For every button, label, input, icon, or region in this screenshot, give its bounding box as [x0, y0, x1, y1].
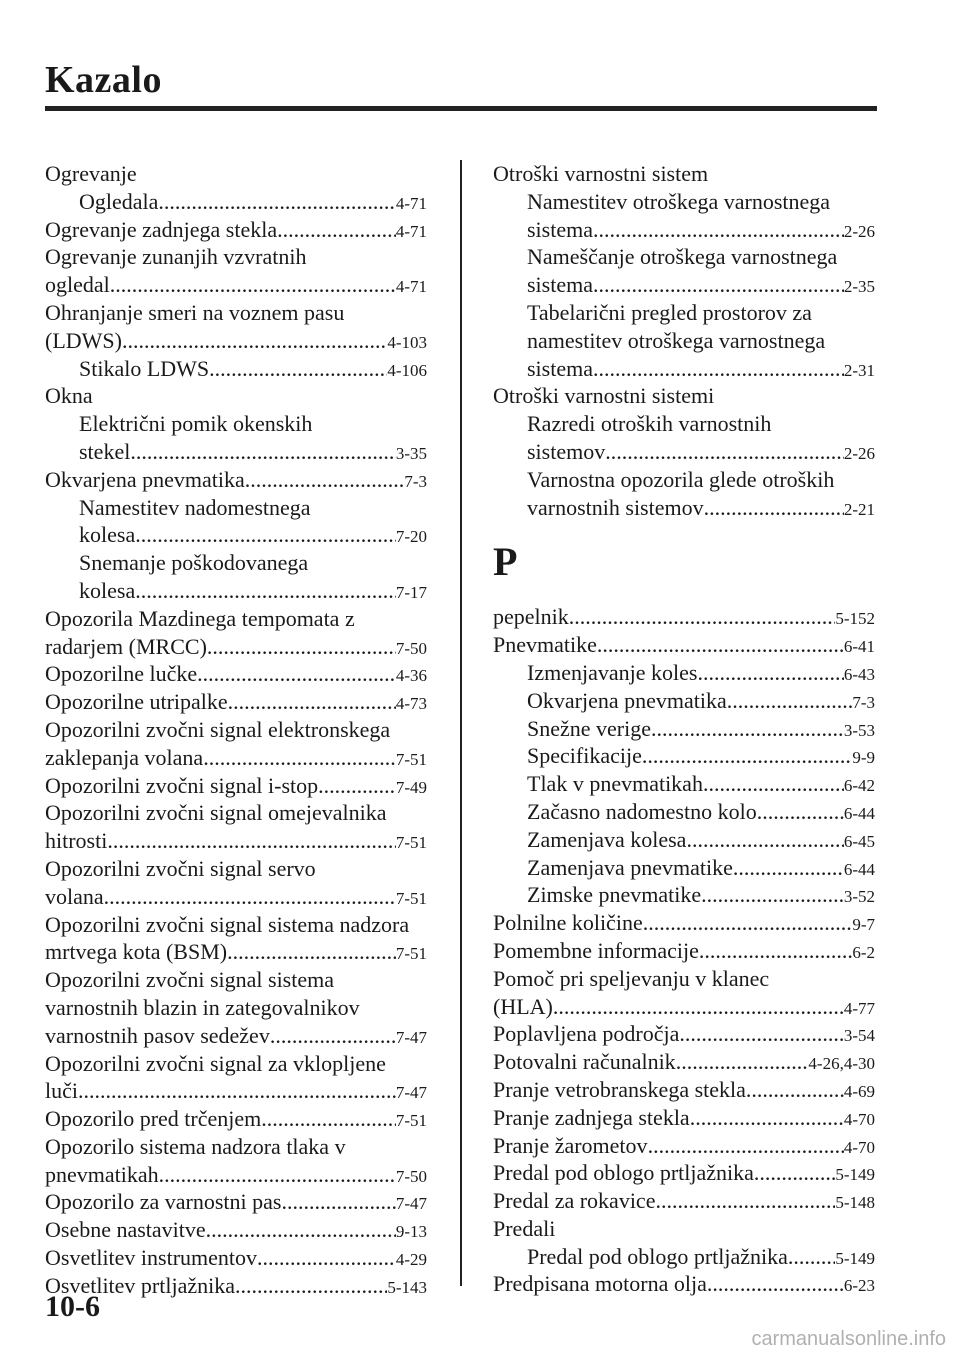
dot-leader [733, 854, 844, 882]
index-entry [45, 271, 427, 299]
index-entry [45, 1133, 427, 1161]
index-entry [45, 827, 427, 855]
entry-text: Opozorilni zvočni signal sistema nadzora [45, 911, 410, 937]
page-reference: 4-73 [395, 694, 427, 714]
page-reference: 9-13 [395, 1222, 427, 1242]
dot-leader [203, 744, 396, 772]
dot-leader [257, 1244, 396, 1272]
entry-text: Pranje vetrobranskega stekla [493, 1076, 746, 1102]
entry-text: pepelnik [493, 604, 569, 630]
page-reference: 2-31 [843, 360, 875, 380]
index-entry [493, 1104, 875, 1132]
entry-text: Pomoč pri speljevanju v klanec [493, 965, 770, 991]
index-subentry [45, 188, 427, 216]
index-subentry [45, 521, 427, 549]
index-entry [45, 911, 427, 939]
dot-leader [135, 577, 396, 605]
entry-text: Namestitev nadomestnega [79, 494, 311, 520]
index-entry [45, 327, 427, 355]
index-entry [45, 1216, 427, 1244]
index-entry [45, 466, 427, 494]
dot-leader [605, 438, 844, 466]
entry-text: Predal pod oblogo prtljažnika [493, 1160, 754, 1186]
page-reference: 9-9 [852, 748, 875, 768]
page-reference: 5-149 [835, 1248, 875, 1268]
dot-leader [227, 938, 396, 966]
entry-text: Opozorila Mazdinega tempomata z [45, 605, 355, 631]
entry-text: varnostnih pasov sedežev [45, 1022, 270, 1048]
index-subentry [493, 659, 875, 687]
page-reference: 7-47 [395, 1083, 427, 1103]
dot-leader [122, 327, 387, 355]
index-entry [45, 1105, 427, 1133]
page-reference: 7-20 [395, 527, 427, 547]
index-entry [45, 688, 427, 716]
entry-text: Opozorilni zvočni signal i-stop [45, 772, 319, 798]
page-reference: 3-54 [843, 1026, 875, 1046]
entry-text: Osebne nastavitve [45, 1217, 206, 1243]
page-reference: 7-3 [404, 471, 427, 491]
entry-text: Začasno nadomestno kolo [527, 798, 757, 824]
entry-text: Opozorilo pred trčenjem [45, 1106, 262, 1132]
index-entry [493, 1187, 875, 1215]
index-entry [45, 855, 427, 883]
index-subentry [493, 687, 875, 715]
index-entry [45, 1050, 427, 1078]
dot-leader [690, 1104, 844, 1132]
entry-text: Zimske pnevmatike [527, 882, 702, 908]
entry-text: Zamenjava kolesa [527, 826, 687, 852]
dot-leader [676, 1048, 809, 1076]
page-number: 10-6 [45, 1290, 100, 1323]
entry-text: Nameščanje otroškega varnostnega [527, 244, 838, 270]
dot-leader [593, 216, 844, 244]
page-reference: 3-52 [843, 887, 875, 907]
dot-leader [648, 1132, 844, 1160]
entry-text: Poplavljena področja [493, 1021, 680, 1047]
index-entry [45, 243, 427, 271]
dot-leader [593, 271, 844, 299]
entry-text: Okna [45, 383, 93, 409]
page-reference: 5-143 [387, 1277, 427, 1297]
dot-leader [235, 1272, 387, 1300]
index-entry [493, 993, 875, 1021]
entry-text: sistema [527, 272, 593, 298]
entry-text: luči [45, 1078, 78, 1104]
entry-text: Okvarjena pnevmatika [527, 687, 727, 713]
entry-text: Razredi otroških varnostnih [527, 411, 772, 437]
entry-text: Opozorilni zvočni signal omejevalnika [45, 800, 387, 826]
watermark: carmanualsonline.info [751, 1328, 946, 1350]
index-entry [45, 216, 427, 244]
page-reference: 7-50 [395, 1166, 427, 1186]
entry-text: zaklepanja volana [45, 744, 204, 770]
page-reference: 6-44 [843, 859, 875, 879]
entry-text: Ogledala [79, 188, 159, 214]
index-entry [493, 937, 875, 965]
index-entry [493, 909, 875, 937]
index-subentry [493, 299, 875, 327]
page-reference: 3-35 [395, 443, 427, 463]
page-reference: 4-70 [843, 1109, 875, 1129]
entry-text: Snemanje poškodovanega [79, 550, 309, 576]
index-entry [493, 382, 875, 410]
index-subentry [493, 271, 875, 299]
page-reference: 3-53 [843, 720, 875, 740]
index-subentry [493, 715, 875, 743]
dot-leader [704, 494, 844, 522]
page-reference: 7-51 [395, 944, 427, 964]
dot-leader [655, 1187, 835, 1215]
index-entry [45, 883, 427, 911]
index-entry [45, 772, 427, 800]
entry-text: mrtvega kota (BSM) [45, 939, 228, 965]
dot-leader [701, 881, 844, 909]
page-reference: 4-106 [387, 360, 427, 380]
entry-text: Pnevmatike [493, 632, 597, 658]
section-letter: P [493, 539, 518, 585]
index-subentry [493, 243, 875, 271]
page-reference: 7-17 [395, 582, 427, 602]
entry-text: Specifikacije [527, 743, 642, 769]
dot-leader [651, 715, 844, 743]
index-entry [45, 299, 427, 327]
dot-leader [277, 216, 396, 244]
entry-text: stekel [79, 438, 131, 464]
page-reference: 6-43 [843, 664, 875, 684]
entry-text: varnostnih sistemov [527, 494, 704, 520]
index-entry [493, 1048, 875, 1076]
index-subentry [493, 826, 875, 854]
index-subentry [493, 798, 875, 826]
entry-text: Ogrevanje zunanjih vzvratnih [45, 244, 307, 270]
index-entry [45, 1077, 427, 1105]
index-entry [45, 1022, 427, 1050]
index-entry [45, 994, 427, 1022]
dot-leader [593, 355, 844, 383]
page-reference: 4-69 [843, 1081, 875, 1101]
entry-text: Opozorilne lučke [45, 661, 198, 687]
entry-text: Osvetlitev prtljažnika [45, 1272, 235, 1298]
page-reference: 7-50 [395, 638, 427, 658]
index-subentry [493, 742, 875, 770]
entry-text: Predal pod oblogo prtljažnika [527, 1243, 788, 1269]
index-subentry [493, 327, 875, 355]
index-entry [45, 1161, 427, 1189]
dot-leader [597, 631, 844, 659]
index-subentry [493, 854, 875, 882]
dot-leader [679, 1020, 843, 1048]
page-reference: 6-44 [843, 803, 875, 823]
index-entry [45, 966, 427, 994]
dot-leader [281, 1188, 395, 1216]
entry-text: Varnostna opozorila glede otroških [527, 466, 835, 492]
index-column-right [493, 160, 875, 1298]
dot-leader [707, 1270, 844, 1298]
index-column-left [45, 160, 427, 1300]
dot-leader [209, 355, 387, 383]
page-reference: 5-152 [835, 609, 875, 629]
index-entry [493, 1270, 875, 1298]
page-reference: 6-41 [843, 637, 875, 657]
entry-text: Ogrevanje zadnjega stekla [45, 216, 278, 242]
index-subentry [493, 770, 875, 798]
index-subentry [45, 410, 427, 438]
entry-text: Ogrevanje [45, 161, 137, 186]
entry-text: Pranje zadnjega stekla [493, 1104, 690, 1130]
entry-text: Stikalo LDWS [79, 355, 210, 381]
entry-text: Predali [493, 1215, 556, 1241]
entry-text: sistemov [527, 438, 606, 464]
entry-text: Predal za rokavice [493, 1188, 656, 1214]
page-reference: 4-71 [395, 193, 427, 213]
dot-leader [228, 688, 396, 716]
index-entry [45, 1272, 427, 1300]
entry-text: Zamenjava pnevmatike [527, 854, 733, 880]
entry-text: Tabelarični pregled prostorov za [527, 299, 812, 325]
index-entry [45, 1188, 427, 1216]
entry-text: Otroški varnostni sistemi [493, 383, 715, 409]
index-subentry [493, 410, 875, 438]
entry-text: pnevmatikah [45, 1161, 159, 1187]
page-reference: 2-26 [843, 443, 875, 463]
index-entry [45, 744, 427, 772]
index-entry [493, 1020, 875, 1048]
page-reference: 7-47 [395, 1194, 427, 1214]
dot-leader [746, 1076, 844, 1104]
index-subentry [45, 577, 427, 605]
page-reference: 4-70 [843, 1137, 875, 1157]
dot-leader [697, 659, 843, 687]
index-subentry [45, 549, 427, 577]
dot-leader [110, 271, 396, 299]
index-entry [45, 716, 427, 744]
header-rule [45, 106, 877, 111]
entry-text: Opozorilo za varnostni pas [45, 1189, 282, 1215]
page-reference: 9-7 [852, 915, 875, 935]
entry-text: Namestitev otroškega varnostnega [527, 188, 831, 214]
index-subentry [493, 355, 875, 383]
entry-text: kolesa [79, 522, 136, 548]
index-entry [45, 799, 427, 827]
index-subentry [493, 881, 875, 909]
entry-text: Opozorilne utripalke [45, 689, 228, 715]
page-reference: 2-26 [843, 221, 875, 241]
page-reference: 2-21 [843, 499, 875, 519]
dot-leader [245, 466, 405, 494]
page-reference: 5-149 [835, 1165, 875, 1185]
page-reference: 7-51 [395, 888, 427, 908]
page-reference: 4-77 [843, 998, 875, 1018]
index-entry [493, 160, 875, 188]
dot-leader [207, 633, 396, 661]
index-subentry [493, 494, 875, 522]
dot-leader [135, 521, 396, 549]
entry-text: Opozorilo sistema nadzora tlaka v [45, 1133, 346, 1159]
entry-text: ogledal [45, 272, 110, 298]
index-entry [45, 660, 427, 688]
dot-leader [318, 772, 396, 800]
dot-leader [757, 798, 844, 826]
entry-text: Opozorilni zvočni signal sistema [45, 967, 334, 993]
entry-text: namestitev otroškega varnostnega [527, 327, 826, 353]
dot-leader [197, 660, 396, 688]
page-reference: 7-51 [395, 749, 427, 769]
entry-text: sistema [527, 216, 593, 242]
entry-text: Pranje žarometov [493, 1132, 648, 1158]
dot-leader [159, 1161, 396, 1189]
entry-text: hitrosti [45, 828, 108, 854]
index-entry [45, 605, 427, 633]
entry-text: Izmenjavanje koles [527, 659, 698, 685]
dot-leader [686, 826, 843, 854]
index-entry [493, 631, 875, 659]
dot-leader [643, 909, 853, 937]
entry-text: Opozorilni zvočni signal servo [45, 855, 316, 881]
page-reference: 4-26,4-30 [808, 1054, 875, 1074]
page-reference: 4-103 [387, 332, 427, 352]
page-reference: 6-45 [843, 831, 875, 851]
index-subentry [493, 1243, 875, 1271]
entry-text: Tlak v pnevmatikah [527, 771, 703, 797]
dot-leader [270, 1022, 396, 1050]
index-entry [45, 1244, 427, 1272]
index-entry [45, 633, 427, 661]
dot-leader [158, 188, 395, 216]
entry-text: varnostnih blazin in zategovalnikov [45, 994, 360, 1020]
dot-leader [104, 883, 396, 911]
page-reference: 7-51 [395, 1111, 427, 1131]
entry-text: Potovalni računalnik [493, 1049, 676, 1075]
index-entry [493, 1159, 875, 1187]
entry-text: volana [45, 883, 104, 909]
dot-leader [107, 827, 395, 855]
index-subentry [45, 494, 427, 522]
index-subentry [493, 216, 875, 244]
entry-text: Otroški varnostni sistem [493, 161, 709, 186]
entry-text: Opozorilni zvočni signal za vklopljene [45, 1050, 386, 1076]
dot-leader [569, 603, 836, 631]
index-subentry [493, 188, 875, 216]
page-reference: 6-2 [852, 942, 875, 962]
page-reference: 7-51 [395, 833, 427, 853]
page-reference: 7-3 [852, 692, 875, 712]
dot-leader [727, 687, 853, 715]
entry-text: (LDWS) [45, 327, 122, 353]
dot-leader [130, 438, 396, 466]
index-entry [45, 382, 427, 410]
dot-leader [206, 1216, 396, 1244]
entry-text: Pomembne informacije [493, 937, 699, 963]
page-reference: 5-148 [835, 1193, 875, 1213]
index-entry [493, 1076, 875, 1104]
page-reference: 7-47 [395, 1027, 427, 1047]
page-reference: 4-71 [395, 221, 427, 241]
entry-text: Predpisana motorna olja [493, 1271, 707, 1297]
entry-text: Polnilne količine [493, 910, 643, 936]
entry-text: Ohranjanje smeri na voznem pasu [45, 299, 345, 325]
page-reference: 7-49 [395, 777, 427, 797]
index-entry [493, 603, 875, 631]
index-subentry [493, 438, 875, 466]
page-reference: 4-29 [395, 1250, 427, 1270]
column-divider [460, 160, 462, 1286]
dot-leader [754, 1159, 835, 1187]
entry-text: sistema [527, 355, 593, 381]
index-entry [493, 965, 875, 993]
dot-leader [261, 1105, 396, 1133]
dot-leader [699, 937, 852, 965]
page-title: Kazalo [45, 59, 162, 101]
index-subentry [493, 466, 875, 494]
entry-text: kolesa [79, 577, 136, 603]
entry-text: Osvetlitev instrumentov [45, 1245, 258, 1271]
dot-leader [78, 1077, 396, 1105]
entry-text: Električni pomik okenskih [79, 411, 313, 437]
index-entry [493, 1215, 875, 1243]
entry-text: Snežne verige [527, 715, 651, 741]
page-reference: 4-36 [395, 666, 427, 686]
dot-leader [553, 993, 844, 1021]
index-entry [493, 1132, 875, 1160]
entry-text: Opozorilni zvočni signal elektronskega [45, 716, 391, 742]
index-entry [45, 938, 427, 966]
entry-text: (HLA) [493, 993, 553, 1019]
page-reference: 6-42 [843, 776, 875, 796]
dot-leader [703, 770, 844, 798]
index-entry [45, 160, 427, 188]
page-reference: 6-23 [843, 1276, 875, 1296]
index-subentry [45, 438, 427, 466]
entry-text: Okvarjena pnevmatika [45, 466, 245, 492]
dot-leader [642, 742, 852, 770]
entry-text: radarjem (MRCC) [45, 633, 207, 659]
index-subentry [45, 355, 427, 383]
dot-leader [788, 1243, 835, 1271]
page-reference: 4-71 [395, 277, 427, 297]
page-reference: 2-35 [843, 277, 875, 297]
